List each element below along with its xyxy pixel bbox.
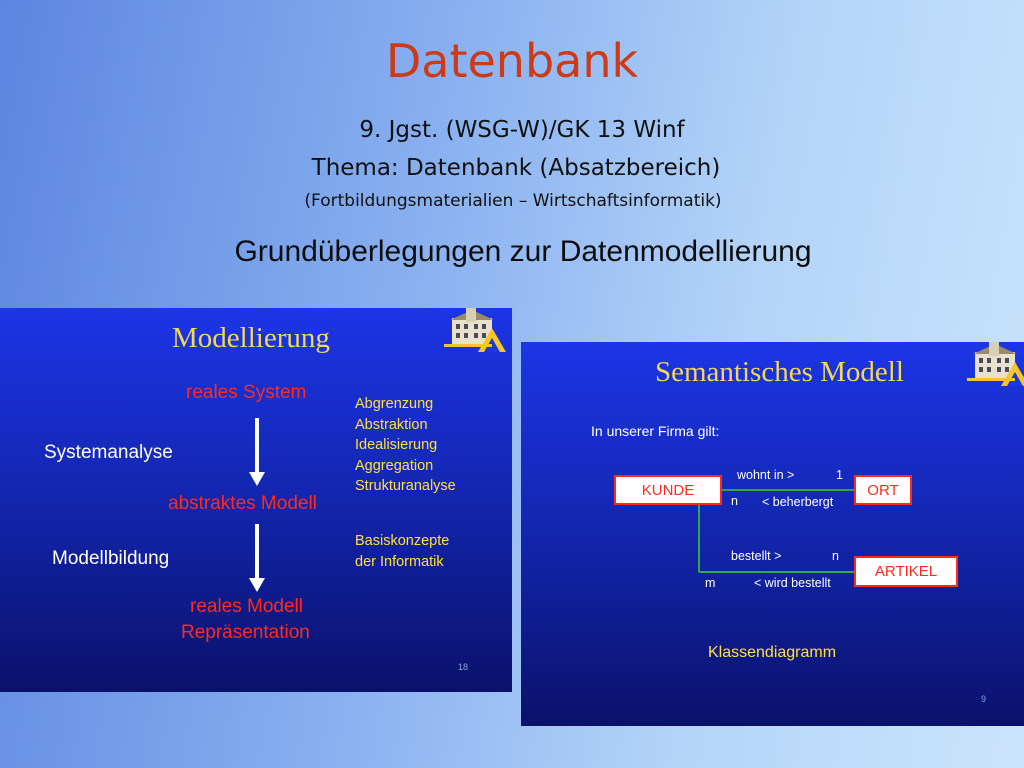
diagram-caption: Klassendiagramm (708, 644, 837, 661)
entity-kunde: KUNDE (614, 475, 722, 505)
entity-ort: ORT (854, 475, 912, 505)
semantisches-modell-title: Semantisches Modell (655, 356, 904, 388)
basis-line: der Informatik (355, 554, 444, 570)
relation-beherbergt: < beherbergt (762, 495, 834, 509)
analysis-step: Idealisierung (355, 437, 438, 453)
section-heading: Grundüberlegungen zur Datenmodellierung (234, 235, 812, 268)
subtitle-topic: Thema: Datenbank (Absatzbereich) (311, 155, 721, 181)
cardinality: n (832, 549, 839, 563)
slide-title: Datenbank (385, 34, 639, 88)
modellierung-slide-image (0, 308, 512, 692)
relation-bestellt: bestellt > (731, 549, 782, 563)
cardinality: n (731, 494, 738, 508)
relation-wohnt-in: wohnt in > (737, 468, 795, 482)
label-repraesentation: Repräsentation (181, 622, 310, 643)
basis-line: Basiskonzepte (355, 533, 450, 549)
school-logo-icon (444, 308, 506, 356)
basis-concepts (355, 531, 449, 573)
cardinality: 1 (836, 468, 843, 482)
label-reales-system: reales System (186, 382, 307, 403)
label-reales-modell: reales Modell (190, 596, 303, 617)
label-modellbildung: Modellbildung (52, 548, 170, 569)
page-number: 9 (981, 694, 987, 704)
analysis-steps-list (355, 394, 456, 497)
analysis-step: Aggregation (355, 457, 434, 474)
arrow-down-icon (246, 416, 268, 488)
modellierung-title: Modellierung (172, 322, 330, 354)
entity-artikel: ARTIKEL (854, 556, 958, 587)
diagram-intro: In unserer Firma gilt: (591, 423, 720, 439)
subtitle-source: (Fortbildungsmaterialien – Wirtschaftsinformatik) (304, 191, 722, 211)
analysis-step: Abgrenzung (355, 396, 434, 412)
relationship-lines (521, 342, 1024, 726)
analysis-step: Abstraktion (355, 416, 428, 433)
semantisches-modell-slide-image (521, 342, 1024, 726)
relation-wird-bestellt: < wird bestellt (754, 576, 831, 590)
label-systemanalyse: Systemanalyse (44, 442, 173, 463)
label-abstraktes-modell: abstraktes Modell (168, 493, 317, 514)
analysis-step: Strukturanalyse (355, 478, 456, 494)
arrow-down-icon (246, 522, 268, 594)
page-number: 18 (458, 662, 469, 672)
cardinality: m (705, 576, 716, 590)
subtitle-grade: 9. Jgst. (WSG-W)/GK 13 Winf (359, 117, 685, 143)
